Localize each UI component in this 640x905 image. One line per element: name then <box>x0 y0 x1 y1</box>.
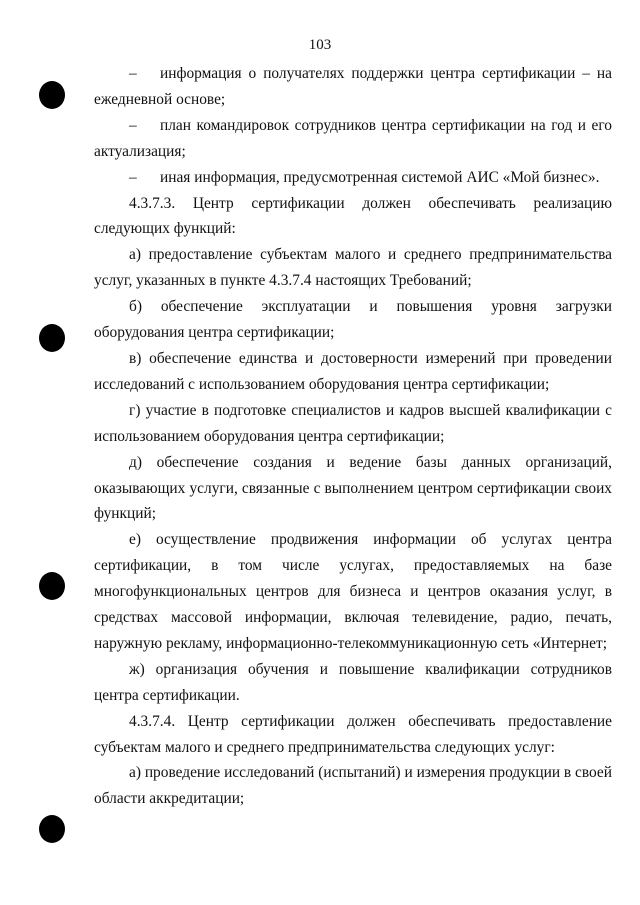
punch-hole <box>39 815 65 843</box>
paragraph-item-v: в) обеспечение единства и достоверности измерений при проведении исследований с использованием оборудования центра сертификации; <box>94 349 612 393</box>
list-item-text: план командировок сотрудников центра сертификации на год и его актуализация; <box>94 116 612 160</box>
list-item <box>94 61 612 113</box>
document-body <box>94 61 612 812</box>
paragraph-section-4-3-7-3: 4.3.7.3. Центр сертификации должен обеспечивать реализацию следующих функций: <box>94 194 612 238</box>
paragraph-section-4-3-7-4: 4.3.7.4. Центр сертификации должен обеспечивать предоставление субъектам малого и среднего предпринимательства следующих услуг: <box>94 712 612 756</box>
list-item <box>94 113 612 165</box>
paragraph-item-e: е) осуществление продвижения информации об услугах центра сертификации, в том числе услугах, предоставляемых на базе многофункциональных центров для бизнеса и центров оказания услуг, в средствах массовой информации, включая телевидение, радио, печать, наружную рекламу, информационно-телекоммуникационную сеть «Интернет; <box>94 531 612 652</box>
page-number: 103 <box>308 37 332 53</box>
paragraph-item-d: д) обеспечение создания и ведение базы данных организаций, оказывающих услуги, связанные с выполнением центром сертификации своих функций; <box>94 453 612 523</box>
dash-marker: – <box>129 168 137 186</box>
list-item-text: информация о получателях поддержки центра сертификации – на ежедневной основе; <box>94 65 612 108</box>
paragraph-item-a-services: а) проведение исследований (испытаний) и измерения продукции в своей области аккредитации; <box>94 764 612 808</box>
punch-hole <box>39 81 65 109</box>
list-item <box>94 165 612 191</box>
paragraph-item-zh: ж) организация обучения и повышение квалификации сотрудников центра сертификации. <box>94 660 612 704</box>
list-item-text: иная информация, предусмотренная системой АИС «Мой бизнес». <box>160 168 600 186</box>
paragraph-item-g: г) участие в подготовке специалистов и кадров высшей квалификации с использованием оборудования центра сертификации; <box>94 401 612 445</box>
dash-marker: – <box>129 65 137 82</box>
punch-hole <box>39 572 65 600</box>
dash-marker: – <box>129 116 137 134</box>
paragraph-item-b: б) обеспечение эксплуатации и повышения уровня загрузки оборудования центра сертификации; <box>94 298 612 342</box>
paragraph-item-a: а) предоставление субъектам малого и среднего предпринимательства услуг, указанных в пункте 4.3.7.4 настоящих Требований; <box>94 246 612 290</box>
punch-hole <box>39 324 65 352</box>
